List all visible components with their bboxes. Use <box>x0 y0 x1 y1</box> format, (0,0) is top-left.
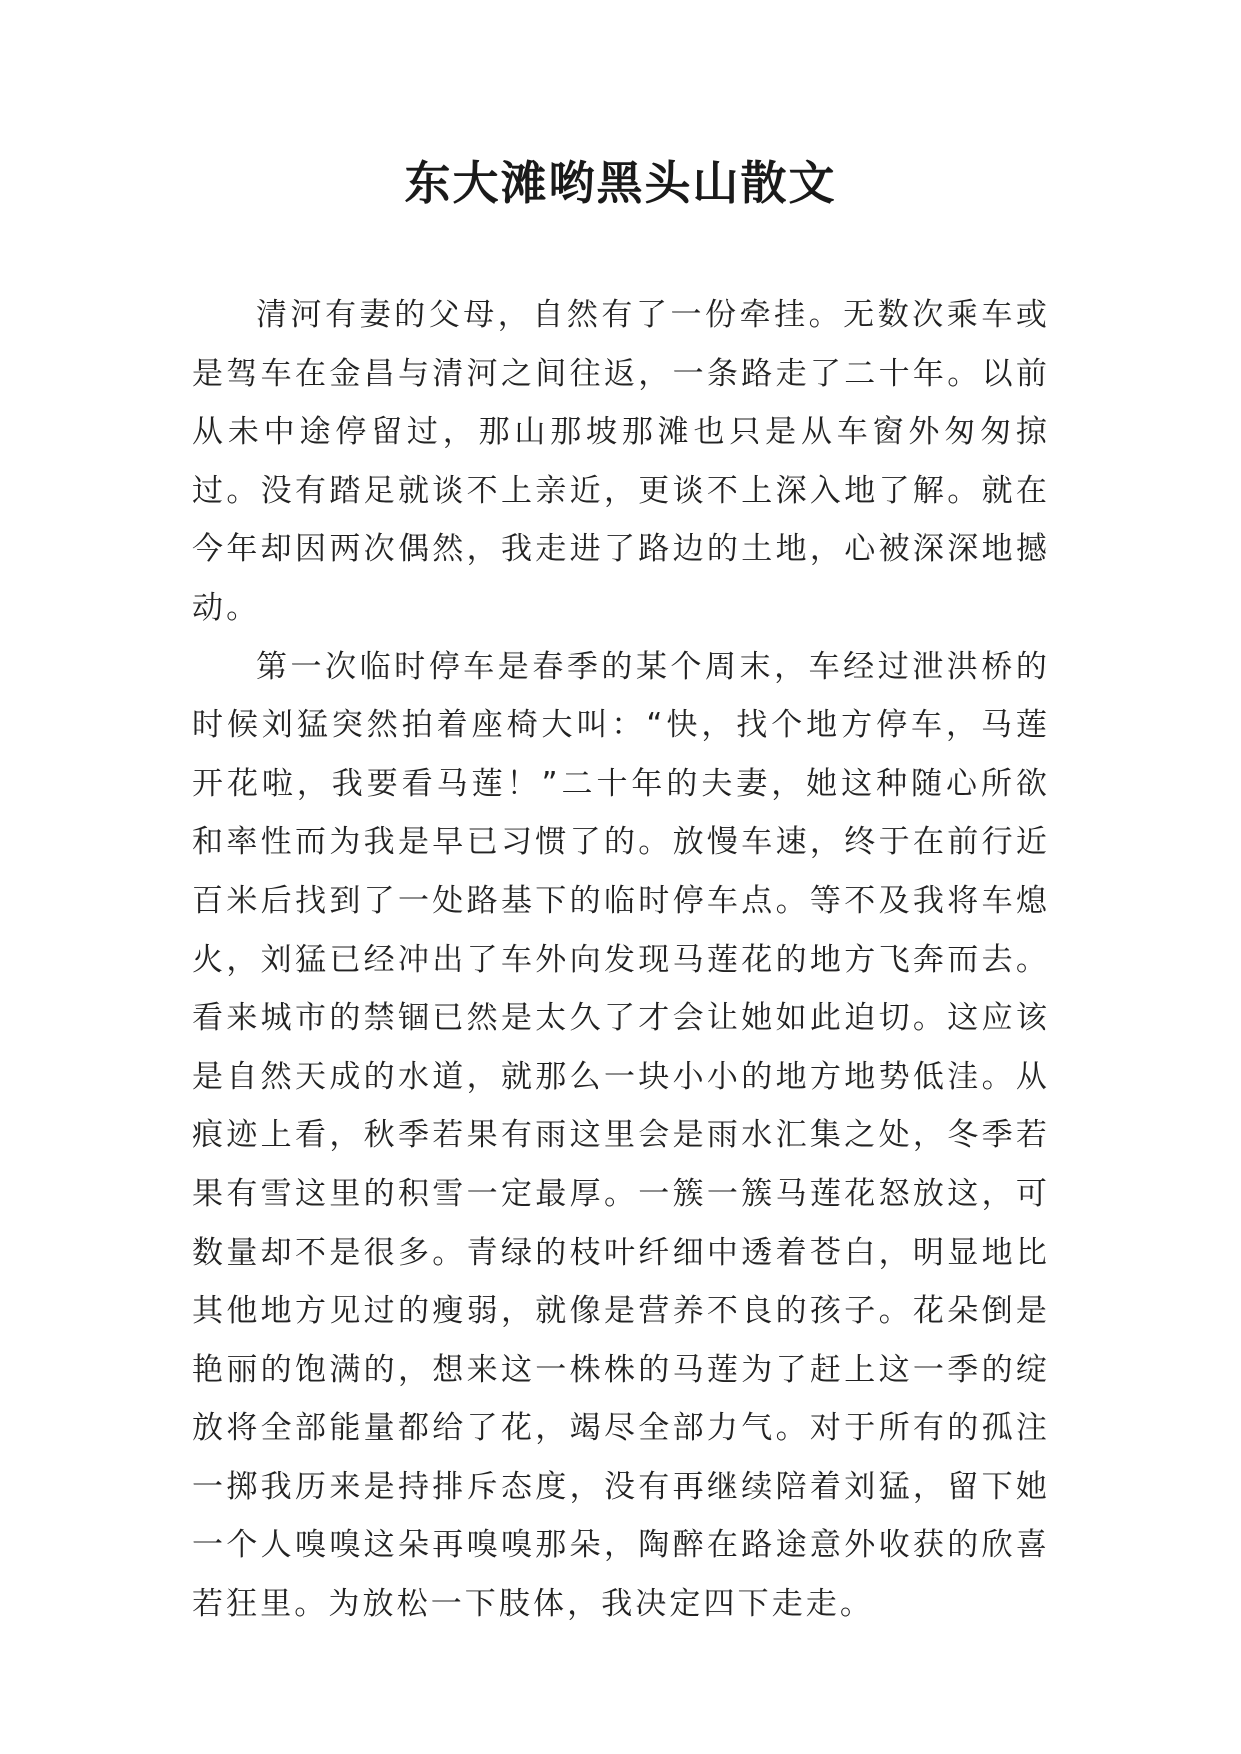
document-body <box>192 286 1050 1634</box>
paragraph: 清河有妻的父母，自然有了一份牵挂。无数次乘车或是驾车在金昌与清河之间往返，一条路走了二十年。以前从未中途停留过，那山那坡那滩也只是从车窗外匆匆掠过。没有踏足就谈不上亲近，更谈不上深入地了解。就在今年却因两次偶然，我走进了路边的土地，心被深深地撼动。 <box>192 297 1050 626</box>
document-title: 东大滩哟黑头山散文 <box>404 156 837 210</box>
paragraph: 第一次临时停车是春季的某个周末，车经过泄洪桥的时候刘猛突然拍着座椅大叫：“快，找个地方停车，马莲开花啦，我要看马莲！”二十年的夫妻，她这种随心所欲和率性而为我是早已习惯了的。放慢车速，终于在前行近百米后找到了一处路基下的临时停车点。等不及我将车熄火，刘猛已经冲出了车外向发现马莲花的地方飞奔而去。看来城市的禁锢已然是太久了才会让她如此迫切。这应该是自然天成的水道，就那么一块小小的地方地势低洼。从痕迹上看，秋季若果有雨这里会是雨水汇集之处，冬季若果有雪这里的积雪一定最厚。一簇一簇马莲花怒放这，可数量却不是很多。青绿的枝叶纤细中透着苍白，明显地比其他地方见过的瘦弱，就像是营养不良的孩子。花朵倒是艳丽的饱满的，想来这一株株的马莲为了赶上这一季的绽放将全部能量都给了花，竭尽全部力气。对于所有的孤注一掷我历来是持排斥态度，没有再继续陪着刘猛，留下她一个人嗅嗅这朵再嗅嗅那朵，陶醉在路途意外收获的欣喜若狂里。为放松一下肢体，我决定四下走走。 <box>192 648 1050 1623</box>
